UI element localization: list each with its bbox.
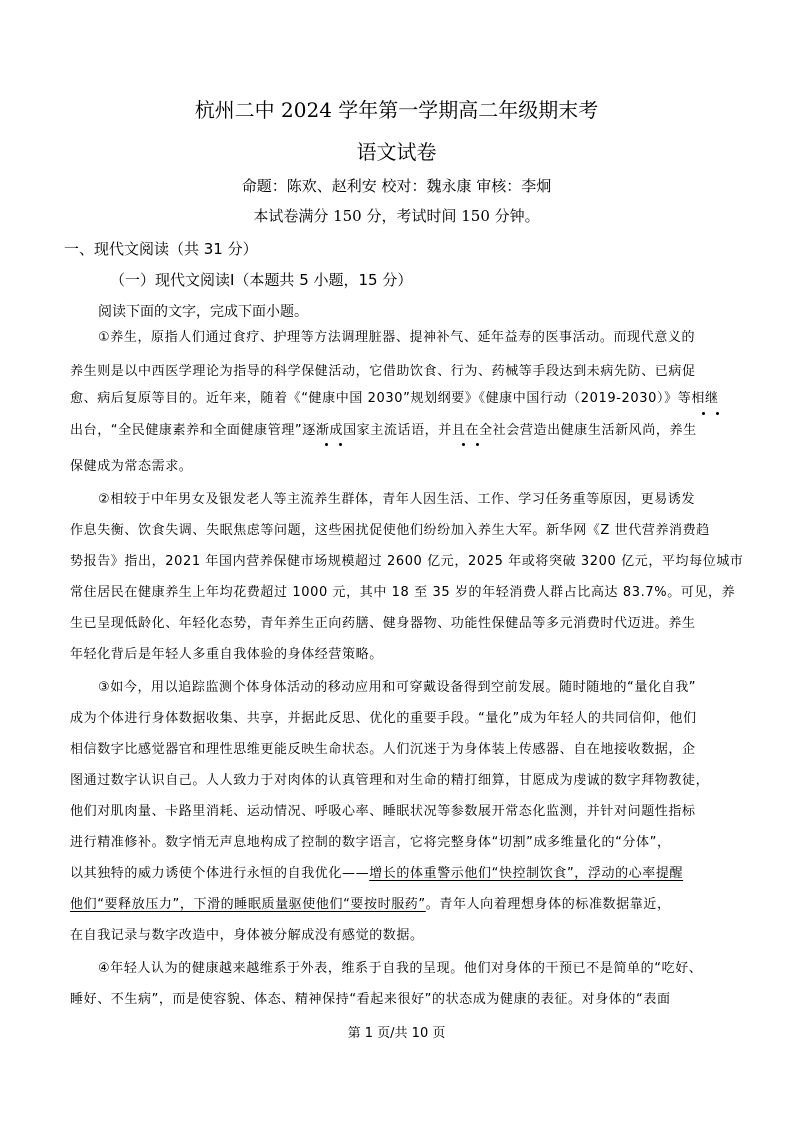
exam-subtitle: 语文试卷: [356, 140, 437, 164]
exam-authors: 命题：陈欢、赵利安 校对：魏永康 审核：李炯: [241, 177, 552, 195]
passage-line: [70, 864, 726, 884]
page-number: 第 1 页/共 10 页: [347, 1026, 446, 1041]
passage-line: 图通过数字认识自己。人人致力于对肉体的认真管理和对生命的精打细算，甘愿成为虔诚的数字拜物教徒，: [70, 773, 710, 788]
passage-line: [70, 895, 726, 915]
passage-line: ②相较于中年男女及银发老人等主流养生群体，青年人因生活、工作、学习任务重等原因，更易诱发: [98, 492, 696, 507]
emphasis-dot: [325, 443, 328, 446]
passage-line: 年轻化背后是年轻人多重自我体验的身体经营策略。: [70, 647, 383, 662]
passage-line: ④年轻人认为的健康越来越维系于外表，维系于自我的呈现。他们对身体的干预已不是简单的“吃好、: [98, 961, 703, 976]
underlined-text: 增长的体重警示他们“快控制饮食”，浮动的心率提醒: [369, 866, 684, 881]
passage-line: 他们对肌肉量、卡路里消耗、运动情况、呼吸心率、睡眠状况等参数展开常态化监测，并针对问题性指标: [70, 804, 696, 819]
passage-line: 养生则是以中西医学理论为指导的科学保健活动，它借助饮食、行为、药械等手段达到未病先防、已病促: [70, 364, 696, 379]
passage-line: 在自我记录与数字改造中，身体被分解成没有感觉的数据。: [70, 928, 424, 943]
passage-line: 势报告》指出，2021 年国内营养保健市场规模超过 2600 亿元，2025 年或将突破 3200 亿元，平均每位城市: [70, 554, 744, 569]
passage-line: 愈、病后复原等目的。近年来，随着《“健康中国 2030”规划纲要》《健康中国行动（2019-2030）》等相继: [70, 391, 719, 406]
passage-line: 进行精准修补。数字悄无声息地构成了控制的数字语言，它将完整身体“切割”成多维量化的“分体”，: [70, 835, 671, 850]
exam-title: 杭州二中 2024 学年第一学期高二年级期末考: [194, 98, 599, 122]
emphasis-dot: [476, 443, 479, 446]
emphasis-dot: [462, 443, 465, 446]
passage-line: 相信数字比感觉器官和理性思维更能反映生命状态。人们沉迷于为身体装上传感器、自在地接收数据，企: [70, 742, 696, 757]
reading-instruction: 阅读下面的文字，完成下面小题。: [98, 304, 308, 320]
underlined-text: 他们“要释放压力”，下滑的睡眠质量驱使他们“要按时服药”: [70, 897, 426, 912]
passage-line: 生已呈现低龄化、年轻化态势，青年养生正向药膳、健身器物、功能性保健品等多元消费时代迈进。养生: [70, 616, 696, 631]
passage-line: 作息失衡、饮食失调、失眠焦虑等问题，这些困扰促使他们纷纷加入养生大军。新华网《Z 世代营养消费趋: [70, 523, 710, 538]
subsection-heading: （一）现代文阅读Ⅰ（本题共 5 小题，15 分）: [110, 271, 413, 289]
exam-note: 本试卷满分 150 分，考试时间 150 分钟。: [253, 207, 540, 225]
passage-line: 出台，“全民健康素养和全面健康管理”逐渐成国家主流话语，并且在全社会营造出健康生活新风尚，养生: [70, 423, 697, 438]
passage-text: 以其独特的威力诱使个体进行永恒的自我优化——: [70, 866, 370, 881]
passage-text: 。青年人向着理想身体的标准数据靠近，: [425, 897, 671, 912]
passage-line: ①养生，原指人们通过食疗、护理等方法调理脏器、提神补气、延年益寿的医事活动。而现代意义的: [98, 330, 696, 345]
passage-line: 保健成为常态需求。: [70, 459, 193, 474]
passage-line: 常住居民在健康养生上年均花费超过 1000 元，其中 18 至 35 岁的年轻消费人群占比高达 83.7%。可见，养: [70, 585, 736, 600]
emphasis-dot: [702, 412, 705, 415]
passage-line: ③如今，用以追踪监测个体身体活动的移动应用和可穿戴设备得到空前发展。随时随地的“量化自我”: [98, 680, 697, 695]
passage-line: 睡好、不生病”，而是使容貌、体态、精神保持“看起来很好”的状态成为健康的表征。对身体的“表面: [70, 992, 671, 1007]
section-heading: 一、现代文阅读（共 31 分）: [64, 240, 258, 258]
passage-line: 成为个体进行身体数据收集、共享，并据此反思、优化的重要手段。“量化”成为年轻人的共同信仰，他们: [70, 711, 697, 726]
emphasis-dot: [716, 412, 719, 415]
emphasis-dot: [339, 443, 342, 446]
